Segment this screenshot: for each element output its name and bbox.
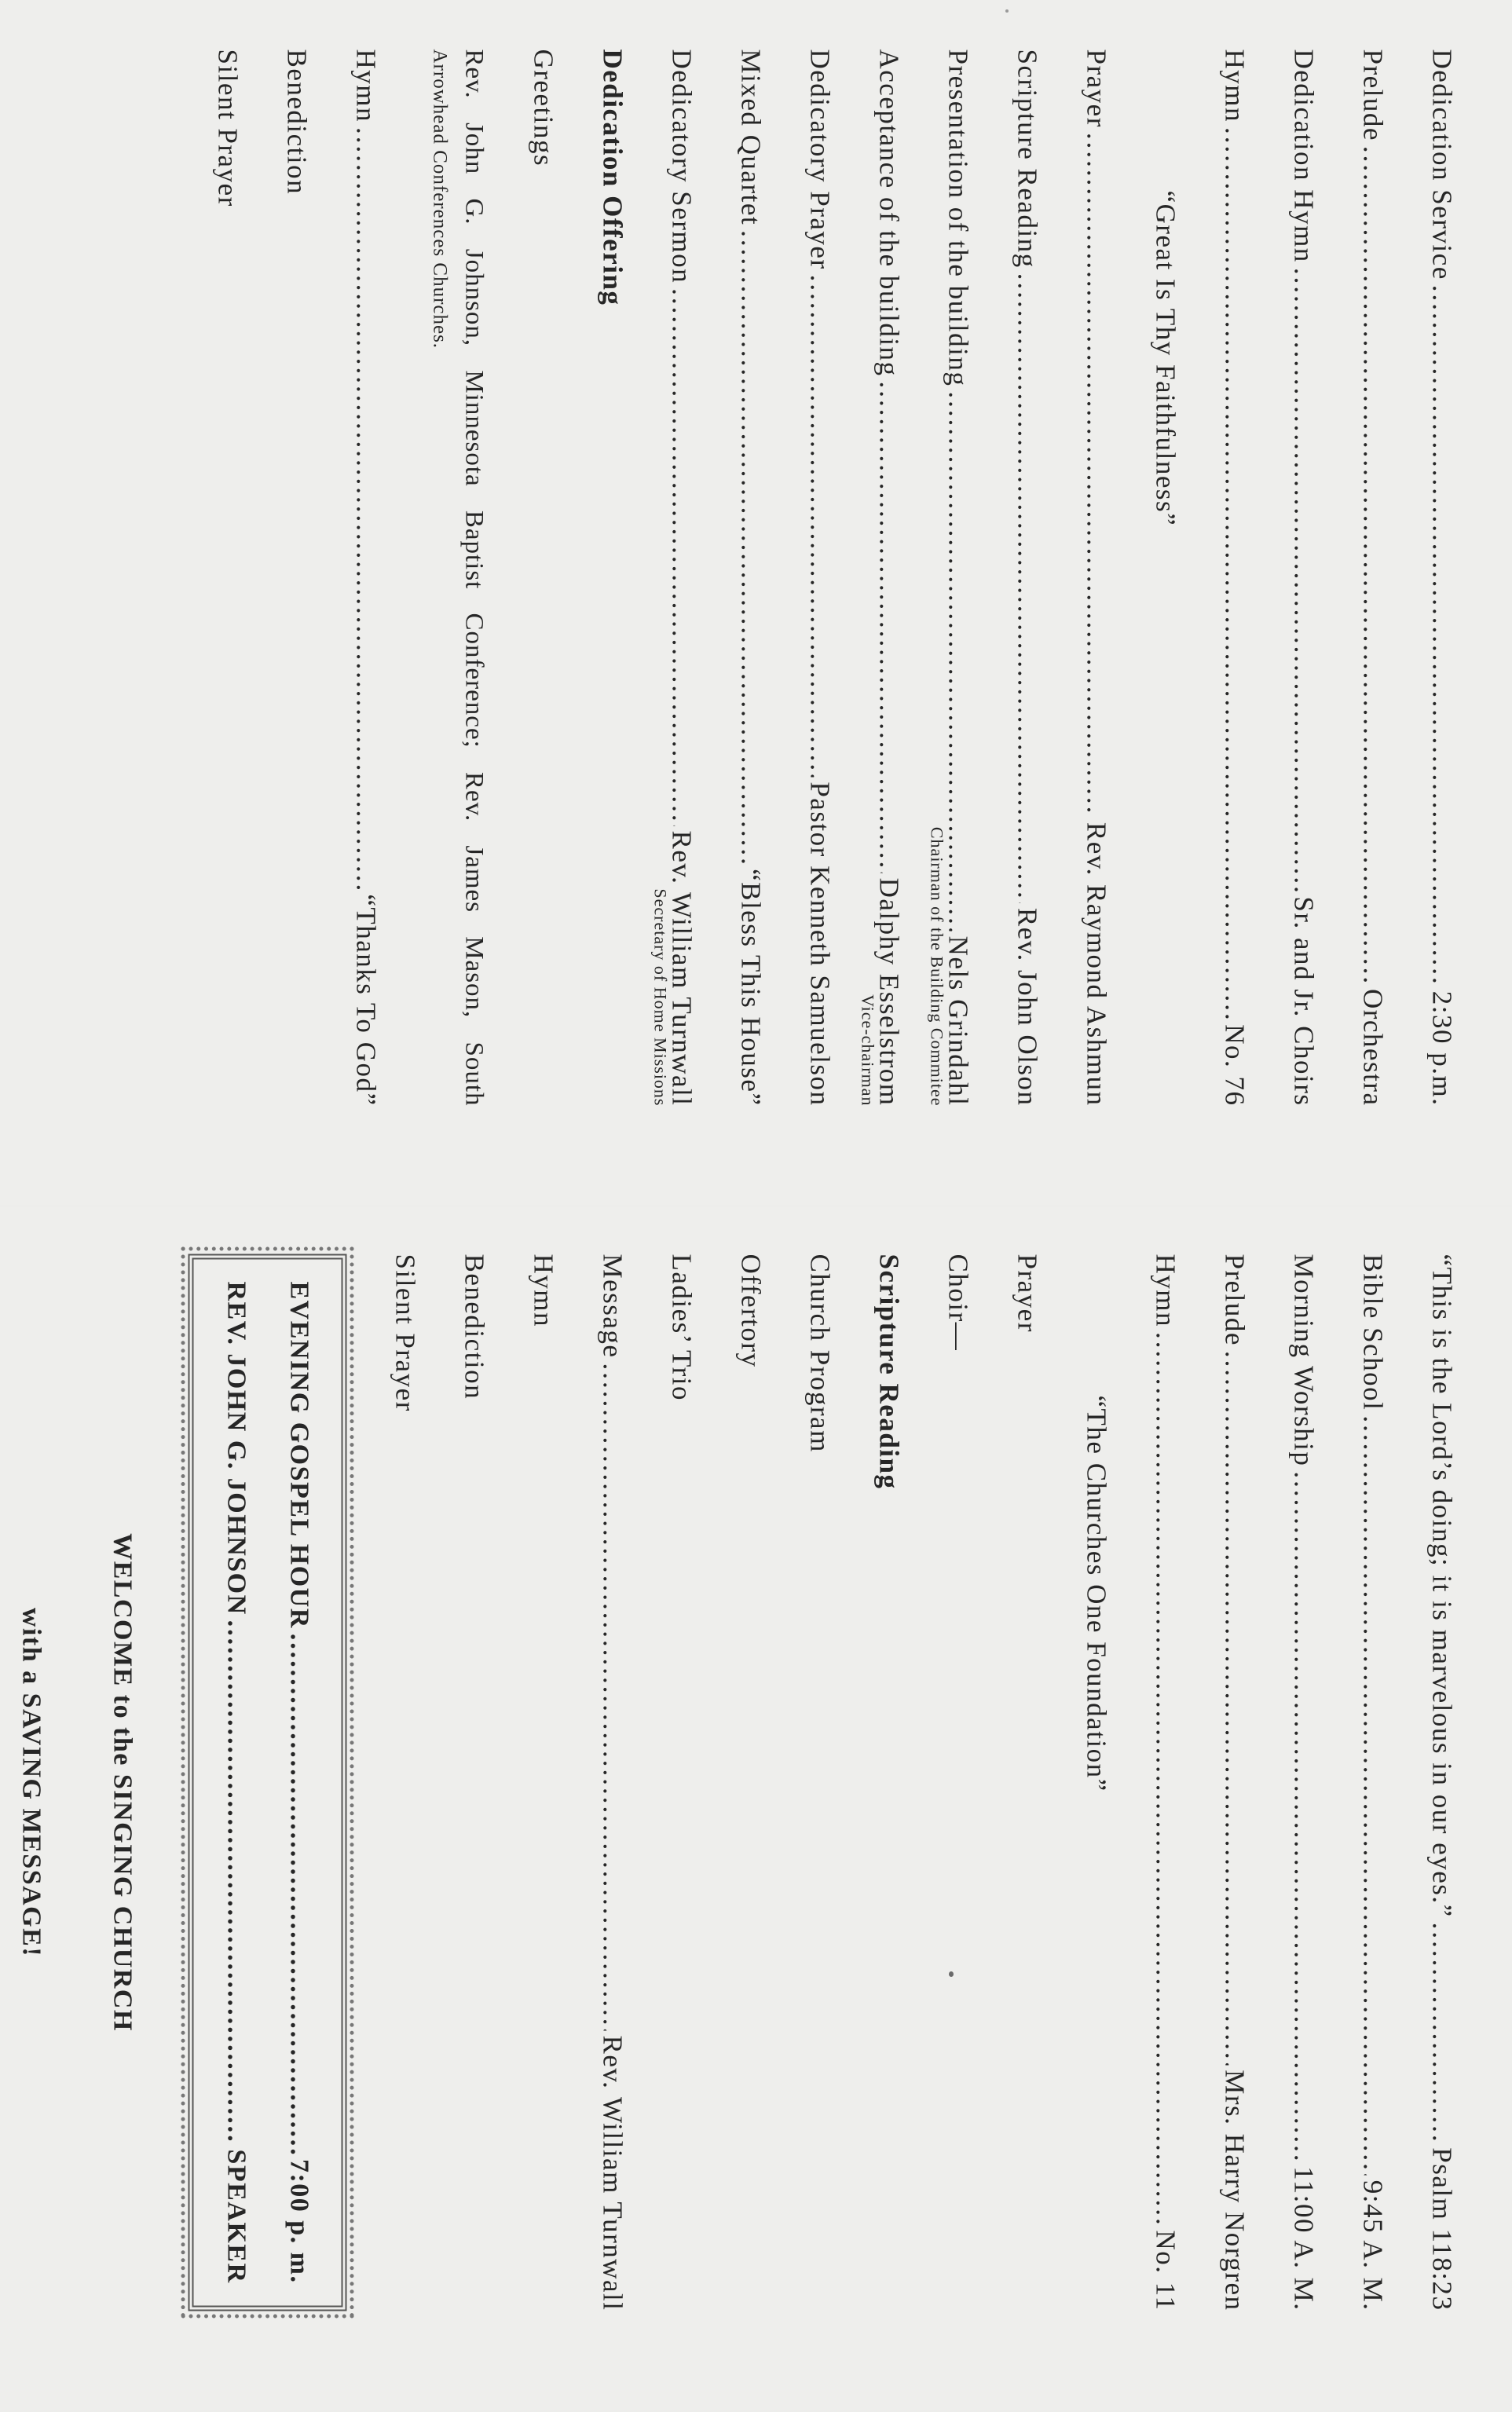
program-item: Bible School bbox=[1357, 1254, 1389, 1411]
program-item: Benediction bbox=[459, 1254, 490, 1400]
program-leader: Rev. Raymond Ashmun bbox=[1081, 822, 1112, 1107]
program-leader: Nels Grindahl bbox=[943, 935, 974, 1107]
verse-text: “This is the Lord’s doing; it is marvelous in our eyes.” bbox=[1426, 1254, 1458, 1918]
program-leader: Orchestra bbox=[1357, 988, 1389, 1107]
saving-line: with a SAVING MESSAGE! bbox=[16, 1607, 46, 1958]
program-leader: No. 11 bbox=[1150, 2230, 1181, 2311]
leader-dots bbox=[1269, 1471, 1338, 2161]
leader-dots bbox=[993, 273, 1062, 903]
silent-prayer: Silent Prayer bbox=[212, 49, 243, 207]
dedication-page bbox=[0, 2, 1512, 1207]
program-item: Silent Prayer bbox=[390, 1254, 421, 1412]
message-speaker: Rev. William Turnwall bbox=[597, 2035, 628, 2311]
leader-dots bbox=[1338, 1415, 1408, 2175]
program-leader: Dalphy Esselstrom bbox=[873, 877, 905, 1107]
program-item: Offertory bbox=[735, 1254, 767, 1368]
dedication-offering: Dedication Offering bbox=[597, 49, 628, 306]
leader-dots bbox=[578, 1363, 647, 2030]
morning-hymn-title: “The Churches One Foundation” bbox=[1081, 1395, 1112, 1792]
morning-items-2 bbox=[371, 1254, 578, 2311]
leader-dots bbox=[716, 230, 785, 864]
verse-row bbox=[1408, 1254, 1477, 2311]
program-subtitle: Vice-chairman bbox=[858, 994, 878, 1107]
welcome-line: WELCOME to the SINGING CHURCH bbox=[108, 1533, 137, 2032]
leader-dots bbox=[1269, 268, 1338, 892]
program-leader: No. 76 bbox=[1219, 1024, 1250, 1107]
program-row bbox=[1200, 1254, 1269, 2311]
morning-items bbox=[647, 1254, 1062, 2311]
program-item: Church Program bbox=[804, 1254, 836, 1453]
program-leader: Rev. William Turnwall bbox=[666, 830, 697, 1107]
message-label: Message bbox=[597, 1254, 628, 1359]
program-item: Dedicatory Sermon bbox=[666, 49, 697, 284]
evening-time: 7:00 p. m. bbox=[284, 2158, 314, 2284]
morning-page bbox=[0, 1207, 1512, 2412]
leader-dots bbox=[1131, 1332, 1200, 2226]
program-row bbox=[1338, 49, 1408, 1107]
speaker-name: REV. JOHN G. JOHNSON bbox=[221, 1281, 251, 1616]
evening-row bbox=[268, 1282, 331, 2284]
program-row bbox=[993, 49, 1062, 1107]
program-item: Dedication Hymn bbox=[1288, 49, 1320, 263]
program-row bbox=[785, 49, 855, 1107]
program-leader: 2:30 p.m. bbox=[1426, 990, 1458, 1107]
program-item: Prayer bbox=[1012, 1254, 1043, 1333]
program-leader: Pastor Kenneth Samuelson bbox=[804, 781, 836, 1107]
program-item: Prayer bbox=[1081, 49, 1112, 128]
program-item: Dedicatory Prayer bbox=[804, 49, 836, 270]
leader-dots bbox=[1200, 127, 1269, 1019]
program-row bbox=[1408, 49, 1477, 1107]
program-leader: 9:45 A. M. bbox=[1357, 2180, 1389, 2311]
program-subtitle: Secretary of Home Missions bbox=[650, 888, 671, 1107]
message-row bbox=[578, 1254, 647, 2311]
program-leader: Rev. John Olson bbox=[1012, 907, 1043, 1107]
program-row bbox=[716, 49, 785, 1107]
program-row bbox=[1131, 1254, 1200, 2311]
program-leader: 11:00 A. M. bbox=[1288, 2166, 1320, 2311]
program-row bbox=[1200, 49, 1269, 1107]
program-leader: “Bless This House” bbox=[735, 869, 767, 1107]
leader-dots bbox=[1408, 1923, 1477, 2143]
program-row bbox=[1338, 1254, 1408, 2311]
leader-dots bbox=[1200, 1351, 1269, 2065]
program-item: Choir— bbox=[943, 1254, 974, 1352]
program-subtitle: Chairman of the Building Commitee bbox=[927, 826, 947, 1107]
dedication-rows bbox=[1200, 49, 1477, 1107]
program-item: Morning Worship bbox=[1288, 1254, 1320, 1467]
leader-dots bbox=[331, 127, 401, 889]
program-item: Hymn bbox=[528, 1254, 559, 1327]
program-row bbox=[1269, 49, 1338, 1107]
leader-dots bbox=[647, 288, 716, 825]
closing-hymn-title: “Thanks To God” bbox=[350, 894, 382, 1107]
evening-label: EVENING GOSPEL HOUR bbox=[284, 1281, 314, 1629]
closing-hymn bbox=[331, 49, 401, 1107]
program-item: Presentation of the building bbox=[943, 49, 974, 387]
dedication-rows-2 bbox=[650, 49, 1131, 1107]
program-item: Scripture Reading bbox=[873, 1254, 905, 1490]
leader-dots bbox=[1408, 285, 1477, 986]
leader-dots bbox=[205, 1620, 268, 2145]
program-row bbox=[855, 49, 924, 1107]
program-item: Hymn bbox=[1219, 49, 1250, 123]
benediction: Benediction bbox=[281, 49, 313, 196]
leader-dots bbox=[268, 1634, 331, 2154]
program-leader: Sr. and Jr. Choirs bbox=[1288, 896, 1320, 1107]
program-row bbox=[1269, 1254, 1338, 2311]
program-leader: Mrs. Harry Norgren bbox=[1219, 2070, 1250, 2311]
speaker-label: SPEAKER bbox=[221, 2149, 251, 2284]
greetings-heading: Greetings bbox=[528, 49, 559, 167]
program-item: Prelude bbox=[1357, 49, 1389, 141]
program-item: Mixed Quartet bbox=[735, 49, 767, 226]
verse-reference: Psalm 118:23 bbox=[1426, 2147, 1458, 2311]
morning-rows bbox=[1131, 1254, 1408, 2311]
dedication-hymn-title: “Great Is Thy Faithfulness” bbox=[1150, 190, 1181, 527]
leader-dots bbox=[785, 275, 855, 778]
program-item: Prelude bbox=[1219, 1254, 1250, 1346]
program-row bbox=[1062, 49, 1131, 1107]
program-item: Ladies’ Trio bbox=[666, 1254, 697, 1401]
program-item: Dedication Service bbox=[1426, 49, 1458, 280]
greetings-text-1: Rev. John G. Johnson, Minnesota Baptist Conference; Rev. James Mason, South bbox=[459, 49, 489, 1107]
leader-dots bbox=[1062, 133, 1131, 818]
closing-hymn-label: Hymn bbox=[350, 49, 382, 123]
program-item: Scripture Reading bbox=[1012, 49, 1043, 269]
evening-box bbox=[189, 1254, 347, 2311]
leader-dots bbox=[1338, 146, 1408, 984]
leader-dots bbox=[855, 382, 924, 873]
program-item: Acceptance of the building bbox=[873, 49, 905, 377]
program-item: Hymn bbox=[1150, 1254, 1181, 1327]
speaker-row bbox=[205, 1282, 268, 2284]
greetings-text-2: Arrowhead Conferences Churches. bbox=[429, 49, 451, 350]
